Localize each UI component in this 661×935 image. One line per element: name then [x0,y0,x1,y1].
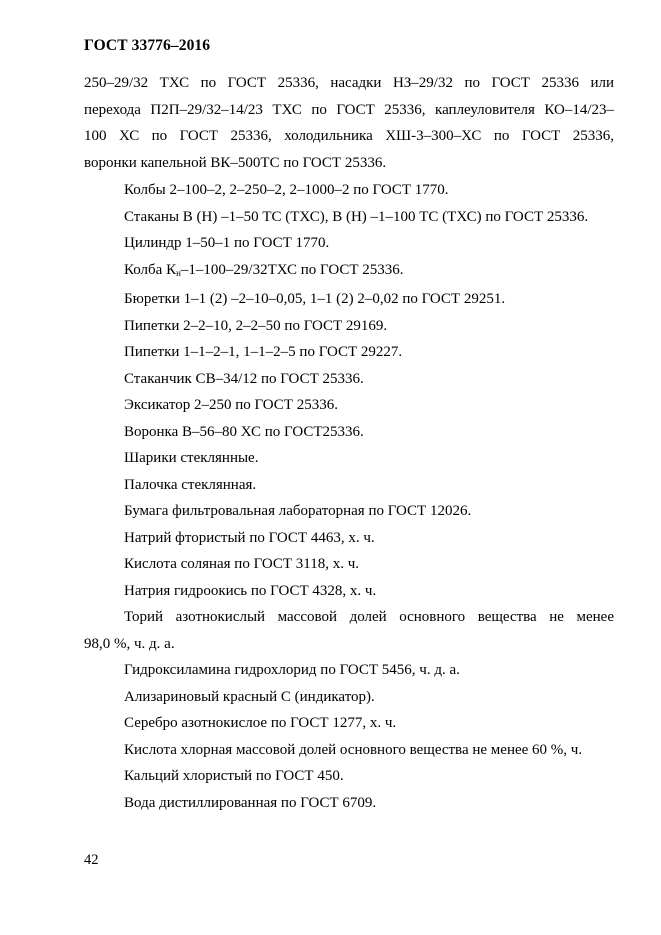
list-item: Натрий фтористый по ГОСТ 4463, х. ч. [124,529,375,546]
list-item: Эксикатор 2–250 по ГОСТ 25336. [124,397,338,413]
list-item: Цилиндр 1–50–1 по ГОСТ 1770. [124,235,330,251]
intro-line: 100 ХС по ГОСТ 25336, холодильника ХШ-3–300–ХС по ГОСТ 25336, [84,128,614,144]
list-item-thorium [84,604,614,657]
list-item: Воронка В–56–80 ХС по ГОСТ25336. [124,423,364,440]
intro-line: воронки капельной ВК–500ТС по ГОСТ 25336. [84,154,387,171]
equipment-list [84,177,614,816]
intro-line: 250–29/32 ТХС по ГОСТ 25336, насадки НЗ–29/32 по ГОСТ 25336 или [84,75,614,91]
list-item: Бюретки 1–1 (2) –2–10–0,05, 1–1 (2) 2–0,02 по ГОСТ 29251. [124,291,506,307]
list-item: Натрия гидроокись по ГОСТ 4328, х. ч. [124,582,377,599]
list-item-flask [84,257,614,287]
flask-suffix: –1–100–29/32ТХС по ГОСТ 25336. [180,261,404,278]
list-item: Кислота соляная по ГОСТ 3118, х. ч. [124,556,360,572]
document-header: ГОСТ 33776–2016 [84,37,211,54]
list-item: Кислота хлорная массовой долей основного вещества не менее 60 %, ч. [124,741,583,758]
thorium-line-1: Торий азотнокислый массовой долей основного вещества не менее [124,609,614,625]
intro-line: перехода П2П–29/32–14/23 ТХС по ГОСТ 25336, каплеуловителя КО–14/23– [84,101,614,118]
list-item: Пипетки 2–2–10, 2–2–50 по ГОСТ 29169. [124,317,388,334]
page-number: 42 [84,852,99,868]
list-item: Стаканчик СВ–34/12 по ГОСТ 25336. [124,370,364,387]
list-item: Стаканы В (Н) –1–50 ТС (ТХС), В (Н) –1–100 ТС (ТХС) по ГОСТ 25336. [124,208,589,225]
list-item: Бумага фильтровальная лабораторная по ГОСТ 12026. [124,503,472,519]
list-item: Вода дистиллированная по ГОСТ 6709. [124,794,377,811]
flask-subscript: н [176,267,181,278]
list-item: Гидроксиламина гидрохлорид по ГОСТ 5456, ч. д. а. [124,662,460,678]
list-item: Пипетки 1–1–2–1, 1–1–2–5 по ГОСТ 29227. [124,344,403,360]
intro-paragraph [84,70,614,176]
list-item: Серебро азотнокислое по ГОСТ 1277, х. ч. [124,715,397,731]
thorium-line-2: 98,0 %, ч. д. а. [84,635,175,652]
list-item: Колбы 2–100–2, 2–250–2, 2–1000–2 по ГОСТ 1770. [124,182,449,198]
list-item: Палочка стеклянная. [124,476,257,493]
list-item: Кальций хлористый по ГОСТ 450. [124,768,344,784]
flask-prefix: Колба К [124,261,177,278]
list-item: Шарики стеклянные. [124,450,259,466]
list-item: Ализариновый красный С (индикатор). [124,688,375,705]
